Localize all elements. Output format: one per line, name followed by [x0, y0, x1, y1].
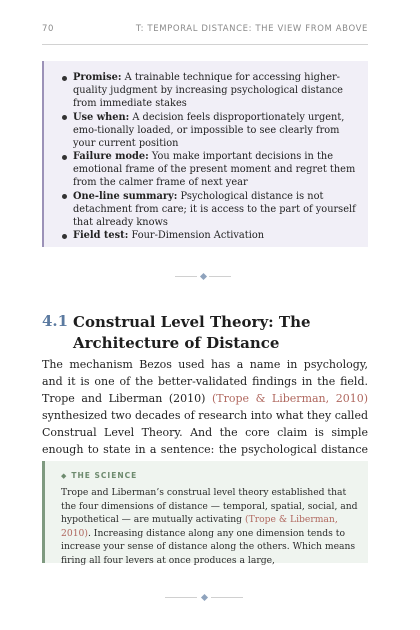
summary-label: Use when:: [73, 111, 130, 123]
summary-text: A decision feels disproportionately urgent, emo-tionally loaded, or impossible to see clearly from your current position: [73, 111, 345, 149]
section-number: 4.1: [42, 312, 69, 330]
bullet-icon: [62, 115, 67, 120]
callout-text-part: Trope and Liberman’s construal level theory established that the four dimensions of distance — temporal, spatial, social, and hypothetical — are mutually activating: [61, 487, 358, 525]
bullet-icon: [62, 76, 67, 81]
page-number: 70: [42, 24, 55, 34]
summary-item-failure-mode: [62, 150, 356, 189]
summary-text: Psychological distance is not detachment from care; it is access to the part of yourself that already knows: [73, 190, 356, 228]
divider-line-left: [165, 597, 197, 598]
paragraph-text: synthesized two decades of research into what they called Construal Level Theory. And the core claim is simple enough to state in a sentence: the psychological distance: [42, 409, 368, 456]
summary-text: A trainable technique for accessing higher-quality judgment by increasing psychological distance from immediate stakes: [73, 72, 343, 109]
diamond-icon: [200, 593, 207, 600]
callout-text-part: . Increasing distance along any one dimension tends to increase your sense of distance along the others. Which means firing all four levers at once produces a large,: [61, 527, 356, 566]
page-footer-ornament: [165, 593, 243, 603]
section-title: Construal Level Theory: The Architecture of Distance: [73, 313, 311, 352]
bullet-icon: [62, 234, 67, 239]
summary-item-one-line-summary: [62, 190, 356, 229]
section-divider-ornament: [175, 272, 231, 282]
paragraph-text: The mechanism Bezos used has a name in psychology, and it is one of the better-validated findings in the field. Trope and Liberman (2010): [42, 358, 368, 405]
summary-text: Four-Dimension Activation: [131, 230, 265, 242]
divider-line-right: [211, 597, 243, 598]
bullet-icon: [62, 155, 67, 160]
callout-text: [61, 486, 358, 567]
summary-label: Promise:: [73, 72, 122, 83]
bullet-icon: [62, 194, 67, 199]
body-paragraph: [42, 356, 368, 475]
summary-item-use-when: [62, 111, 356, 150]
callout-heading-text: THE SCIENCE: [71, 471, 138, 480]
summary-list: [62, 71, 356, 242]
chapter-summary-box: [42, 61, 368, 247]
citation-link[interactable]: (Trope & Liberman, 2010): [211, 392, 368, 405]
callout-heading: [61, 471, 358, 480]
science-callout: [42, 461, 368, 566]
summary-label: Field test:: [73, 230, 129, 242]
summary-label: One-line summary:: [73, 190, 178, 202]
running-header: [42, 24, 368, 38]
diamond-marker-icon: ◆: [61, 472, 68, 480]
summary-item-field-test: [62, 229, 356, 242]
divider-line-right: [209, 276, 231, 277]
summary-label: Failure mode:: [73, 151, 149, 163]
running-title: T: TEMPORAL DISTANCE: THE VIEW FROM ABOVE: [135, 24, 368, 34]
citation-link[interactable]: (Trope & Liberman, 2010): [61, 514, 338, 539]
summary-text: You make important decisions in the emotional frame of the present moment and regret them from the calmer frame of next year: [73, 151, 356, 189]
header-rule: [42, 44, 368, 45]
divider-line-left: [175, 276, 197, 277]
diamond-icon: [199, 272, 206, 279]
summary-item-promise: [62, 71, 356, 110]
